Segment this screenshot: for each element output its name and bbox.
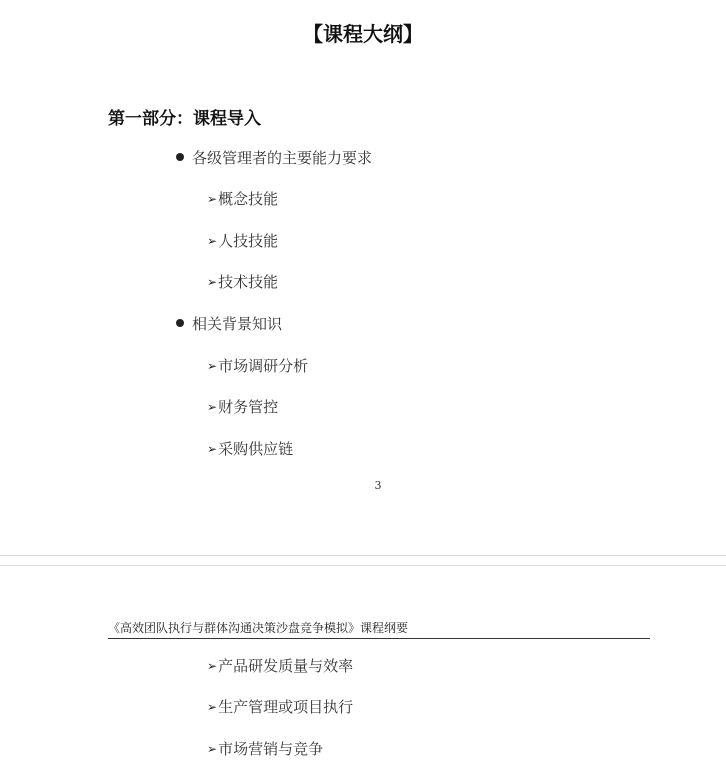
arrow-bullet-icon: ➢ xyxy=(207,659,218,673)
bullet-item xyxy=(176,313,282,334)
arrow-bullet-icon: ➢ xyxy=(207,234,218,248)
sub-item-label: 财务管控 xyxy=(218,398,279,416)
bullet-label: 相关背景知识 xyxy=(192,315,283,333)
bullet-dot-icon xyxy=(176,319,184,327)
bullet-dot-icon xyxy=(176,153,184,161)
sub-item xyxy=(207,396,278,417)
document-title: 【课程大纲】 xyxy=(303,22,423,46)
arrow-bullet-icon: ➢ xyxy=(207,275,218,289)
sub-item xyxy=(207,655,353,676)
section-heading: 第一部分：课程导入 xyxy=(108,109,261,129)
sub-item-label: 市场营销与竞争 xyxy=(218,740,324,758)
arrow-bullet-icon: ➢ xyxy=(207,742,218,756)
sub-item xyxy=(207,438,293,459)
arrow-bullet-icon: ➢ xyxy=(207,400,218,414)
sub-item xyxy=(207,738,323,759)
sub-item xyxy=(207,355,308,376)
document-page-2 xyxy=(0,566,726,774)
arrow-bullet-icon: ➢ xyxy=(207,359,218,373)
sub-item xyxy=(207,230,278,251)
page-separator xyxy=(0,555,726,566)
sub-item-label: 概念技能 xyxy=(218,190,279,208)
arrow-bullet-icon: ➢ xyxy=(207,192,218,206)
bullet-label: 各级管理者的主要能力要求 xyxy=(192,149,373,167)
sub-item-label: 人技技能 xyxy=(218,232,279,250)
bullet-item xyxy=(176,147,372,168)
sub-item-label: 采购供应链 xyxy=(218,440,294,458)
arrow-bullet-icon: ➢ xyxy=(207,700,218,714)
running-header: 《高效团队执行与群体沟通决策沙盘竞争模拟》课程纲要 xyxy=(108,619,650,639)
sub-item-label: 技术技能 xyxy=(218,273,279,291)
page-number: 3 xyxy=(374,479,382,492)
sub-item xyxy=(207,271,278,292)
sub-item-label: 市场调研分析 xyxy=(218,357,309,375)
sub-item-label: 生产管理或项目执行 xyxy=(218,698,354,716)
sub-item xyxy=(207,696,353,717)
arrow-bullet-icon: ➢ xyxy=(207,442,218,456)
sub-item-label: 产品研发质量与效率 xyxy=(218,657,354,675)
sub-item xyxy=(207,188,278,209)
